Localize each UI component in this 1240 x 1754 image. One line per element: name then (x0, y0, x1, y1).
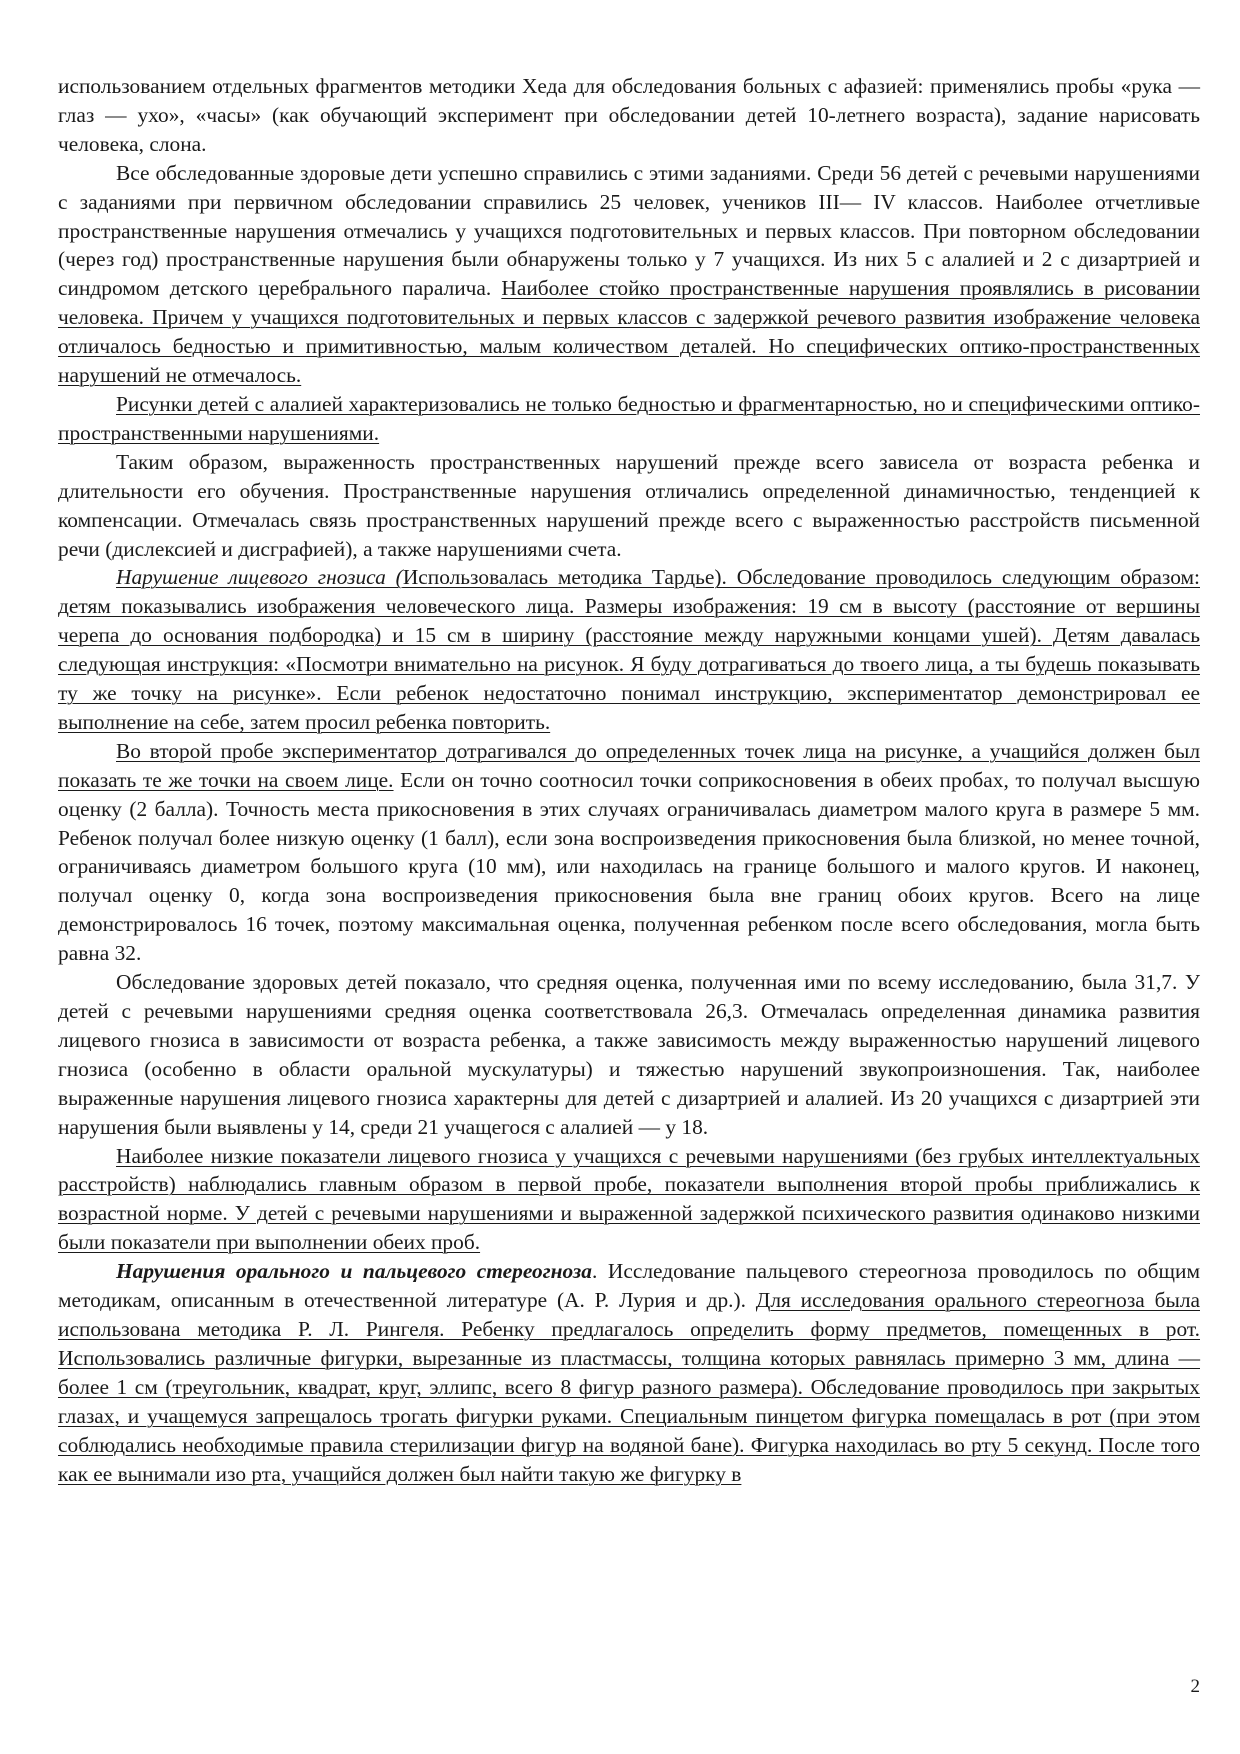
paragraph-8-underlined: Наиболее низкие показатели лицевого гнозиса у учащихся с речевыми нарушениями (без грубых интеллектуальных расстройств) наблюдались главным образом в первой пробе, показатели выполнения второй пробы приближались к возрастной норме. У детей с речевыми нарушениями и выраженной задержкой психического развития одинаково низкими были показатели при выполнении обеих проб. (58, 1143, 1200, 1255)
section-title-face-gnosis: Нарушение лицевого гнозиса ( (116, 565, 403, 590)
paragraph-3-underlined: Рисунки детей с алалией характеризовались не только бедностью и фрагментарностью, но и специфическими оптико-пространственными нарушениями. (58, 391, 1200, 445)
document-page (58, 72, 1200, 1488)
paragraph-5 (58, 563, 1200, 736)
paragraph-2-underlined: Наиболее стойко пространственные нарушения проявлялись в рисовании человека. Причем у учащихся подготовительных и первых классов с задержкой речевого развития изображение человека отличалось бедностью и примитивностью, малым количеством деталей. Но специфических оптико-пространственных нарушений не отмечалось. (58, 276, 1200, 388)
paragraph-7: Обследование здоровых детей показало, что средняя оценка, полученная ими по всему исследованию, была 31,7. У детей с речевыми нарушениями средняя оценка соответствовала 26,3. Отмечалась определенная динамика развития лицевого гнозиса в зависимости от возраста ребенка, а также зависимость между выраженностью нарушений лицевого гнозиса (особенно в области оральной мускулатуры) и тяжестью нарушений звукопроизношения. Так, наиболее выраженные нарушения лицевого гнозиса характерны для детей с дизартрией и алалией. Из 20 учащихся с дизартрией эти нарушения были выявлены у 14, среди 21 учащегося с алалией — у 18. (58, 970, 1200, 1139)
paragraph-1: использованием отдельных фрагментов методики Хеда для обследования больных с афазией: применялись пробы «рука — глаз — ухо», «часы» (как обучающий эксперимент при обследовании детей 10-летнего возраста), задание нарисовать человека, слона. (58, 74, 1200, 156)
section-title-stereognosis: Нарушения орального и пальцевого стереогноза (116, 1259, 592, 1284)
paragraph-2 (58, 159, 1200, 390)
paragraph-9 (58, 1257, 1200, 1488)
paragraph-6-underlined: Во второй пробе экспериментатор дотрагивался до определенных точек лица на рисунке, а учащийся должен был показать те же точки на своем лице. (58, 738, 1200, 792)
paragraph-6 (58, 737, 1200, 968)
paragraph-6-text: Если он точно соотносил точки соприкосновения в обеих пробах, то получал высшую оценку (2 балла). Точность места прикосновения в этих случаях ограничивалась диаметром малого круга в размере 5 мм. Ребенок получал более низкую оценку (1 балл), если зона воспроизведения прикосновения была близкой, но менее точной, ограничиваясь диаметром большого круга (10 мм), или находилась на границе большого и малого кругов. И наконец, получал оценку 0, когда зона воспроизведения прикосновения была вне границ обоих кругов. Всего на лице демонстрировалось 16 точек, поэтому максимальная оценка, полученная ребенком после всего обследования, могла быть равна 32. (58, 767, 1200, 966)
page-number: 2 (1190, 1676, 1200, 1697)
paragraph-9-underlined: Для исследования орального стереогноза была использована методика Р. Л. Рингеля. Ребенку предлагалось определить форму предметов, помещенных в рот. Использовались различные фигурки, вырезанные из пластмассы, толщина которых равнялась примерно 3 мм, длина — более 1 см (треугольник, квадрат, круг, эллипс, всего 8 фигур разного размера). Обследование проводилось при закрытых глазах, и учащемуся запрещалось трогать фигурки руками. Специальным пинцетом фигурка помещалась в рот (при этом соблюдались необходимые правила стерилизации фигур на водяной бане). Фигурка находилась во рту 5 секунд. После того как ее вынимали изо рта, учащийся должен был найти такую же фигурку в (58, 1288, 1200, 1486)
paragraph-5-underlined: Использовалась методика Тардье). Обследование проводилось следующим образом: детям показывались изображения человеческого лица. Размеры изображения: 19 см в высоту (расстояние от вершины черепа до основания подбородка) и 15 см в ширину (расстояние между наружными концами ушей). Детям давалась следующая инструкция: «Посмотри внимательно на рисунок. Я буду дотрагиваться до твоего лица, а ты будешь показывать ту же точку на рисунке». Если ребенок недостаточно понимал инструкцию, экспериментатор демонстрировал ее выполнение на себе, затем просил ребенка повторить. (58, 565, 1200, 734)
paragraph-8 (58, 1142, 1200, 1258)
paragraph-2-text: Все обследованные здоровые дети успешно справились с этими заданиями. Среди 56 детей с речевыми нарушениями с заданиями при первичном обследовании справились 25 человек, учеников III— IV классов. Наиболее отчетливые пространственные нарушения отмечались у учащихся подготовительных и первых классов. При повторном обследовании (через год) пространственные нарушения были обнаружены только у 7 учащихся. Из них 5 с алалией и 2 с дизартрией и синдромом детского церебрального паралича. (58, 160, 1200, 301)
paragraph-3 (58, 390, 1200, 448)
paragraph-9-text: . Исследование пальцевого стереогноза проводилось по общим методикам, описанным в отечественной литературе (А. Р. Лурия и др.). (58, 1259, 1200, 1313)
paragraph-4: Таким образом, выраженность пространственных нарушений прежде всего зависела от возраста ребенка и длительности его обучения. Пространственные нарушения отличались определенной динамичностью, тенденцией к компенсации. Отмечалась связь пространственных нарушений прежде всего с выраженностью расстройств письменной речи (дислексией и дисграфией), а также нарушениями счета. (58, 449, 1200, 561)
